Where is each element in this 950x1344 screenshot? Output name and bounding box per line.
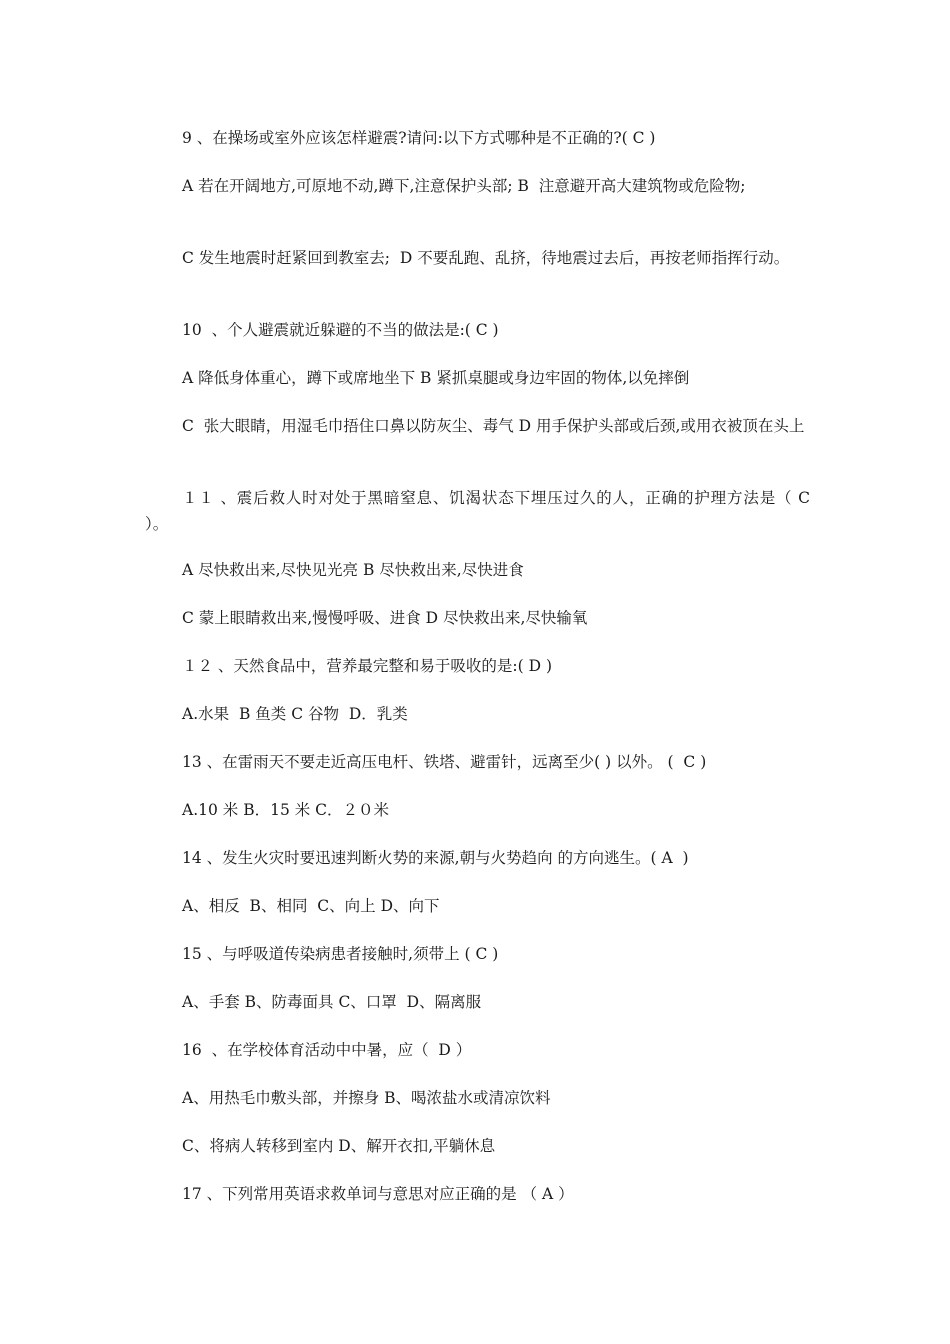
question-15: 15 、与呼吸道传染病患者接触时,须带上 ( C ) <box>182 945 499 963</box>
question-13-options: A.10 米 B．15 米 C．２０米 <box>182 801 390 819</box>
question-17: 17 、下列常用英语求救单词与意思对应正确的是 （ A ） <box>182 1185 574 1203</box>
question-11: １１ 、震后救人时对处于黑暗窒息、饥渴状态下埋压过久的人，正确的护理方法是（ C ）。 <box>145 489 820 533</box>
question-14: 14 、发生火灾时要迅速判断火势的来源,朝与火势趋向 的方向逃生。( A ) <box>182 849 689 867</box>
question-10: 10 、个人避震就近躲避的不当的做法是:( C ) <box>182 321 499 339</box>
question-10-options-cd: C 张大眼睛，用湿毛巾捂住口鼻以防灰尘、毒气 D 用手保护头部或后颈,或用衣被顶在头上 <box>182 417 805 435</box>
question-10-options-ab: A 降低身体重心，蹲下或席地坐下 B 紧抓桌腿或身边牢固的物体,以免摔倒 <box>182 369 690 387</box>
question-12-options: A.水果 B 鱼类 C 谷物 D．乳类 <box>182 705 408 723</box>
question-15-options: A、手套 B、防毒面具 C、口罩 D、隔离服 <box>182 993 482 1011</box>
question-14-options: A、相反 B、相同 C、向上 D、向下 <box>182 897 440 915</box>
question-9-options-ab: A 若在开阔地方,可原地不动,蹲下,注意保护头部; B 注意避开高大建筑物或危险物; <box>182 177 746 195</box>
question-9-options-cd: C 发生地震时赶紧回到教室去; D 不要乱跑、乱挤，待地震过去后，再按老师指挥行动。 <box>182 249 790 267</box>
question-16-options-cd: C、将病人转移到室内 D、解开衣扣,平躺休息 <box>182 1137 496 1155</box>
question-16-options-ab: A、用热毛巾敷头部，并擦身 B、喝浓盐水或清凉饮料 <box>182 1089 551 1107</box>
question-11-options-ab: A 尽快救出来,尽快见光亮 B 尽快救出来,尽快进食 <box>182 561 524 579</box>
question-11-options-cd: C 蒙上眼睛救出来,慢慢呼吸、进食 D 尽快救出来,尽快输氧 <box>182 609 588 627</box>
question-13: 13 、在雷雨天不要走近高压电杆、铁塔、避雷针，远离至少( ) 以外。 ( C ) <box>182 753 707 771</box>
question-12: １２ 、天然食品中，营养最完整和易于吸收的是:( D ) <box>182 657 553 675</box>
question-9: 9 、在操场或室外应该怎样避震?请问:以下方式哪种是不正确的?( C ) <box>182 129 656 147</box>
question-16: 16 、在学校体育活动中中暑，应（ D ） <box>182 1041 472 1059</box>
